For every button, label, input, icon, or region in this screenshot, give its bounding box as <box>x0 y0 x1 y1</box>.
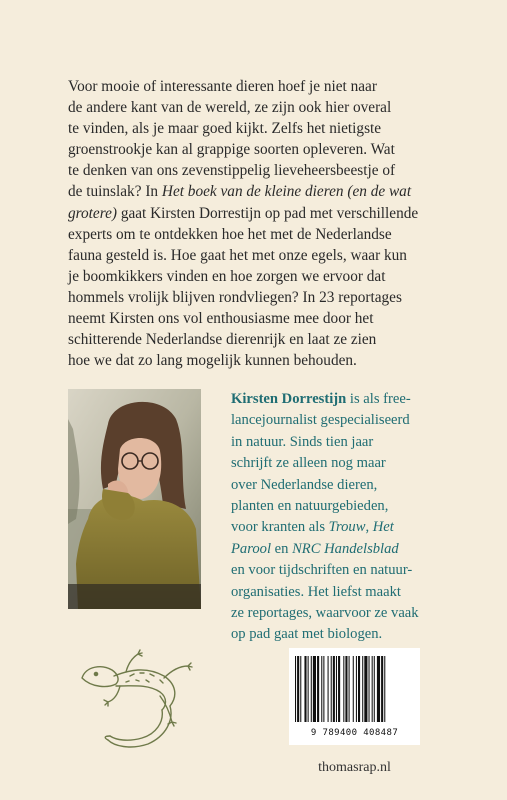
barcode-bar <box>377 656 380 722</box>
barcode-bar <box>313 656 316 722</box>
bio-text: is als free- <box>346 391 411 407</box>
blurb-line: groenstrookje kan al grappige soorten opleveren. Wat <box>68 141 395 159</box>
barcode-bar <box>308 656 309 722</box>
blurb-text: de tuinslak? In <box>68 183 162 201</box>
bio-line: op pad gaat met biologen. <box>231 626 383 643</box>
barcode-bar <box>362 656 363 722</box>
bio-line: schrijft ze alleen nog maar <box>231 455 386 472</box>
bio-line: organisaties. Het liefst maakt <box>231 583 401 600</box>
author-name: Kirsten Dorrestijn <box>231 391 347 407</box>
isbn-barcode <box>289 648 420 745</box>
publisher-website: thomasrap.nl <box>318 760 391 775</box>
barcode-bars-icon <box>293 656 416 726</box>
barcode-bar <box>295 656 296 722</box>
barcode-bar <box>343 656 344 722</box>
barcode-bar <box>333 656 335 722</box>
bio-line: over Nederlandse dieren, <box>231 476 378 493</box>
book-title-italic: Het boek van de kleine dieren (en de wat <box>161 183 412 201</box>
back-cover-blurb <box>68 76 458 371</box>
barcode-bar <box>297 656 299 722</box>
barcode-bar <box>364 656 367 722</box>
blurb-line: fauna gesteld is. Hoe gaat het met onze egels, waar kun <box>68 246 407 264</box>
barcode-bar <box>381 656 383 722</box>
barcode-bar <box>345 656 347 722</box>
blurb-line <box>68 203 458 224</box>
barcode-bar <box>336 656 337 722</box>
lizard-illustration-icon <box>74 640 214 764</box>
isbn-number: 9 789400 408487 <box>310 728 399 738</box>
bio-text: voor kranten als <box>231 519 329 536</box>
barcode-bar <box>356 656 357 722</box>
bio-line: in natuur. Sinds tien jaar <box>231 433 374 450</box>
bio-line <box>231 517 437 538</box>
bio-line: planten en natuurgebieden, <box>231 498 389 515</box>
blurb-line: je boomkikkers vinden en hoe zorgen we ervoor dat <box>68 267 386 285</box>
blurb-line <box>68 181 458 202</box>
book-title-italic: grotere) <box>68 204 117 222</box>
newspaper-nrc: NRC Handelsblad <box>292 540 399 557</box>
barcode-bar <box>349 656 350 722</box>
barcode-bar <box>372 656 373 722</box>
author-photo <box>68 389 201 609</box>
barcode-bar <box>321 656 322 722</box>
barcode-bar <box>358 656 360 722</box>
barcode-bar <box>300 656 301 722</box>
blurb-line: hommels vrolijk blijven rondvliegen? In 23 reportages <box>68 288 402 306</box>
author-bio <box>231 389 437 646</box>
blurb-line: te vinden, als je maar goed kijkt. Zelfs het nietigste <box>68 120 382 138</box>
bio-text: en <box>271 540 293 557</box>
bio-line <box>231 389 437 410</box>
barcode-bar <box>317 656 319 722</box>
blurb-line: Voor mooie of interessante dieren hoef je niet naar <box>68 78 377 95</box>
newspaper-parool-part2: Parool <box>231 540 271 557</box>
barcode-bar <box>374 656 375 722</box>
barcode-bar <box>331 656 332 722</box>
bio-text: , <box>365 519 373 536</box>
bio-line: ze reportages, waarvoor ze vaak <box>231 605 419 622</box>
newspaper-trouw: Trouw <box>328 519 366 536</box>
blurb-line: de andere kant van de wereld, ze zijn ook hier overal <box>68 99 392 117</box>
bio-line: lancejournalist gespecialiseerd <box>231 412 410 429</box>
barcode-bar <box>311 656 312 722</box>
newspaper-parool-part1: Het <box>372 519 394 536</box>
barcode-bar <box>338 656 340 722</box>
blurb-line: neemt Kirsten ons vol enthousiasme mee door het <box>68 310 374 328</box>
blurb-text: gaat Kirsten Dorrestijn op pad met verschillende <box>117 204 419 222</box>
barcode-bar <box>384 656 385 722</box>
barcode-bar <box>323 656 324 722</box>
blurb-line: hoe we dat zo lang mogelijk kunnen behouden. <box>68 352 357 370</box>
bio-line <box>231 539 437 560</box>
blurb-line: schitterende Nederlandse dierenrijk en laat ze zien <box>68 331 377 349</box>
bio-line: en voor tijdschriften en natuur- <box>231 562 413 579</box>
barcode-bar <box>328 656 329 722</box>
barcode-bar <box>304 656 306 722</box>
barcode-bar <box>353 656 354 722</box>
blurb-line: te denken van ons zevenstippelig lieveheersbeestje of <box>68 162 396 180</box>
blurb-line: experts om te ontdekken hoe het met de Nederlandse <box>68 225 392 243</box>
barcode-bar <box>369 656 370 722</box>
